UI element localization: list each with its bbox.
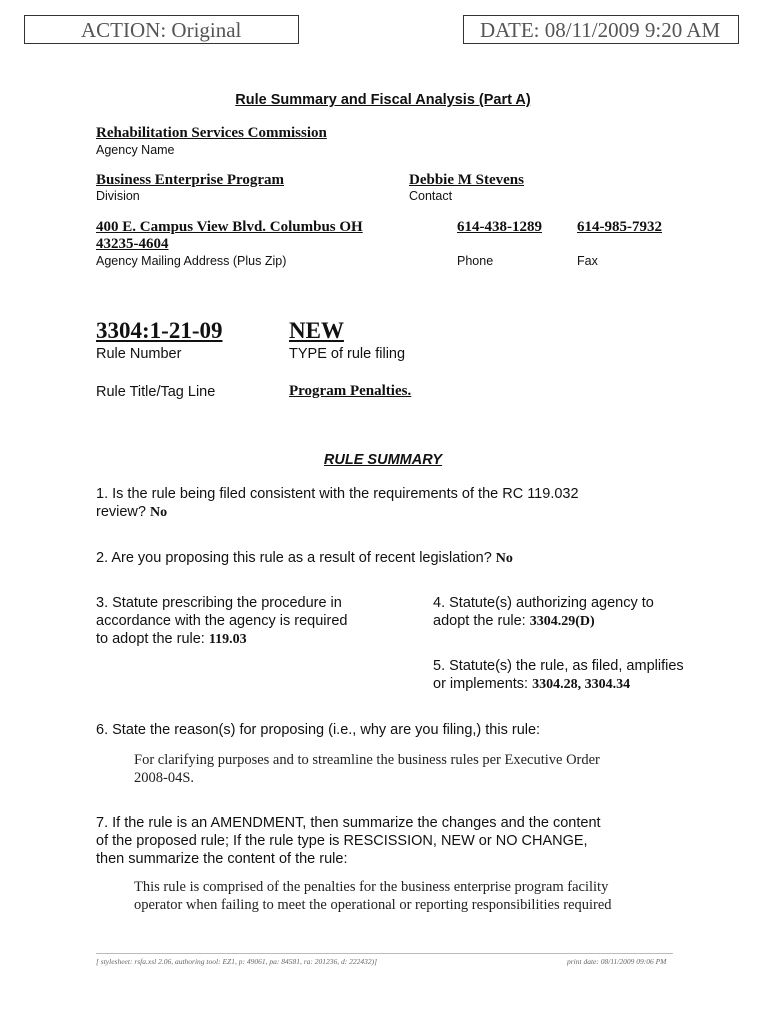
question-1-text: review?	[96, 504, 146, 520]
question-3	[96, 594, 396, 649]
footer-divider	[96, 953, 673, 954]
question-7-answer	[134, 878, 734, 914]
division-label: Division	[96, 189, 140, 203]
agency-name-label: Agency Name	[96, 143, 175, 157]
rule-summary-heading: RULE SUMMARY	[323, 452, 443, 468]
rule-type: NEW	[289, 318, 344, 343]
rule-title-value: Program Penalties.	[289, 383, 412, 399]
address-line1: 400 E. Campus View Blvd. Columbus OH	[96, 219, 363, 235]
question-5	[433, 657, 743, 694]
question-6: 6. State the reason(s) for proposing (i.e., why are you filing,) this rule:	[96, 722, 541, 738]
question-6-answer-line2: 2008-04S.	[134, 770, 195, 786]
fax-value: 614-985-7932	[577, 219, 662, 235]
rule-title-label: Rule Title/Tag Line	[96, 384, 216, 400]
question-2-text: 2. Are you proposing this rule as a result of recent legislation?	[96, 550, 492, 566]
contact-label: Contact	[409, 189, 453, 203]
footer-print-date: print date: 08/11/2009 09:06 PM	[567, 957, 667, 966]
phone-label: Phone	[457, 254, 494, 268]
question-3-answer: 119.03	[208, 632, 247, 647]
question-5-line2	[433, 675, 743, 694]
question-2-answer: No	[495, 551, 513, 566]
rule-number-label: Rule Number	[96, 346, 182, 362]
action-box: ACTION: Original	[24, 15, 299, 44]
phone-value: 614-438-1289	[457, 219, 542, 235]
question-3-line3	[96, 630, 396, 649]
fax-label: Fax	[577, 254, 598, 268]
question-1-answer: No	[150, 505, 168, 520]
address-label: Agency Mailing Address (Plus Zip)	[96, 254, 287, 268]
question-7-line3: then summarize the content of the rule:	[96, 851, 348, 867]
question-4-text: adopt the rule:	[433, 613, 526, 629]
question-3-text: to adopt the rule:	[96, 631, 205, 647]
address-line2: 43235-4604	[96, 236, 169, 252]
question-5-line1: 5. Statute(s) the rule, as filed, amplifies	[433, 658, 684, 674]
date-box: DATE: 08/11/2009 9:20 AM	[463, 15, 739, 44]
question-7	[96, 814, 736, 868]
question-7-line2: of the proposed rule; If the rule type is RESCISSION, NEW or NO CHANGE,	[96, 833, 588, 849]
footer-stylesheet-info: [ stylesheet: rsfa.xsl 2.06, authoring tool: EZ1, p: 49061, pa: 84581, ra: 201236, d: 222432)]	[96, 957, 378, 966]
question-1	[96, 485, 696, 522]
question-6-answer	[134, 751, 734, 787]
question-7-answer-line1: This rule is comprised of the penalties for the business enterprise program facility	[134, 879, 609, 895]
page-title: Rule Summary and Fiscal Analysis (Part A)	[235, 92, 531, 108]
rule-type-label: TYPE of rule filing	[289, 346, 406, 362]
rule-number: 3304:1-21-09	[96, 318, 223, 343]
question-5-text: or implements:	[433, 676, 529, 692]
question-4-line1: 4. Statute(s) authorizing agency to	[433, 595, 654, 611]
question-2	[96, 549, 716, 568]
question-5-answer: 3304.28, 3304.34	[532, 677, 631, 692]
question-1-line1: 1. Is the rule being filed consistent with the requirements of the RC 119.032	[96, 486, 579, 502]
question-1-line2	[96, 503, 696, 522]
question-7-answer-line2: operator when failing to meet the operational or reporting responsibilities required	[134, 897, 612, 913]
question-4-line2	[433, 612, 733, 631]
question-4-answer: 3304.29(D)	[529, 614, 595, 629]
division-value: Business Enterprise Program	[96, 172, 285, 188]
question-3-line1: 3. Statute prescribing the procedure in	[96, 595, 342, 611]
agency-name: Rehabilitation Services Commission	[96, 125, 327, 141]
contact-value: Debbie M Stevens	[409, 172, 524, 188]
question-6-answer-line1: For clarifying purposes and to streamline the business rules per Executive Order	[134, 752, 600, 768]
question-4	[433, 594, 733, 631]
question-7-line1: 7. If the rule is an AMENDMENT, then summarize the changes and the content	[96, 815, 601, 831]
question-3-line2: accordance with the agency is required	[96, 613, 348, 629]
